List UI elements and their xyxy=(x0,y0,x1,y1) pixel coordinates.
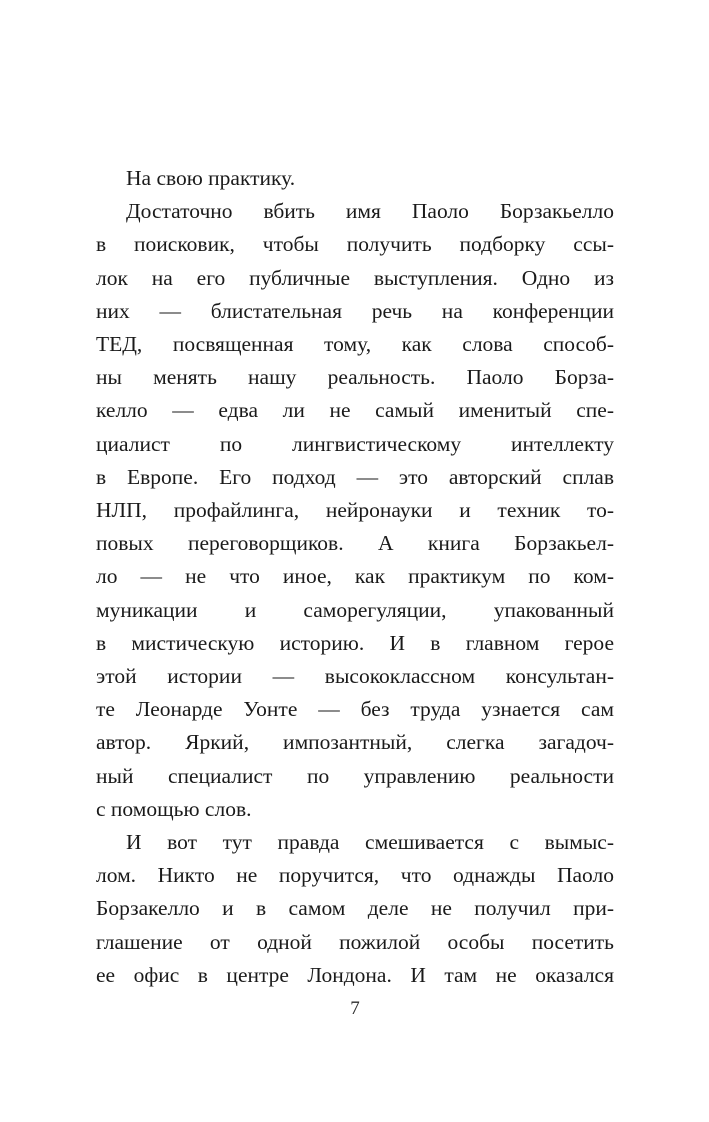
text-block xyxy=(96,162,614,992)
page-number: 7 xyxy=(350,998,360,1019)
text-line: циалист по лингвистическому интеллекту xyxy=(96,431,614,456)
text-line: в поисковик, чтобы получить подборку ссы- xyxy=(96,232,614,257)
text-line: Борзакелло и в самом деле не получил при- xyxy=(96,896,614,921)
text-line: с помощью слов. xyxy=(96,796,252,821)
text-line: лом. Никто не поручится, что однажды Паоло xyxy=(96,863,614,888)
paragraph xyxy=(96,826,614,992)
text-line: них — блистательная речь на конференции xyxy=(96,298,614,323)
text-line: ный специалист по управлению реальности xyxy=(96,763,614,788)
text-line: этой истории — высококлассном консультан- xyxy=(96,664,614,689)
text-line: глашение от одной пожилой особы посетить xyxy=(96,929,614,954)
paragraph xyxy=(96,195,614,826)
text-line: И вот тут правда смешивается с вымыс- xyxy=(126,830,614,855)
text-line: муникации и саморегуляции, упакованный xyxy=(96,597,614,622)
paragraph xyxy=(96,162,614,195)
text-line: автор. Яркий, импозантный, слегка загадоч- xyxy=(96,730,614,755)
text-line: На свою практику. xyxy=(126,166,296,190)
text-line: в мистическую историю. И в главном герое xyxy=(96,630,614,655)
text-line: те Леонарде Уонте — без труда узнается сам xyxy=(96,697,614,722)
text-line: келло — едва ли не самый именитый спе- xyxy=(96,398,614,423)
text-line: ТЕД, посвященная тому, как слова способ- xyxy=(96,332,614,357)
text-line: НЛП, профайлинга, нейронауки и техник то- xyxy=(96,498,614,523)
text-line: повых переговорщиков. А книга Борзакьел- xyxy=(96,531,614,556)
text-line: ны менять нашу реальность. Паоло Борза- xyxy=(96,365,614,390)
text-line: лок на его публичные выступления. Одно из xyxy=(96,265,614,290)
text-line: в Европе. Его подход — это авторский сплав xyxy=(96,464,614,489)
text-line: ее офис в центре Лондона. И там не оказался xyxy=(96,962,614,987)
text-line: ло — не что иное, как практикум по ком- xyxy=(96,564,614,589)
text-line: Достаточно вбить имя Паоло Борзакьелло xyxy=(126,199,614,224)
